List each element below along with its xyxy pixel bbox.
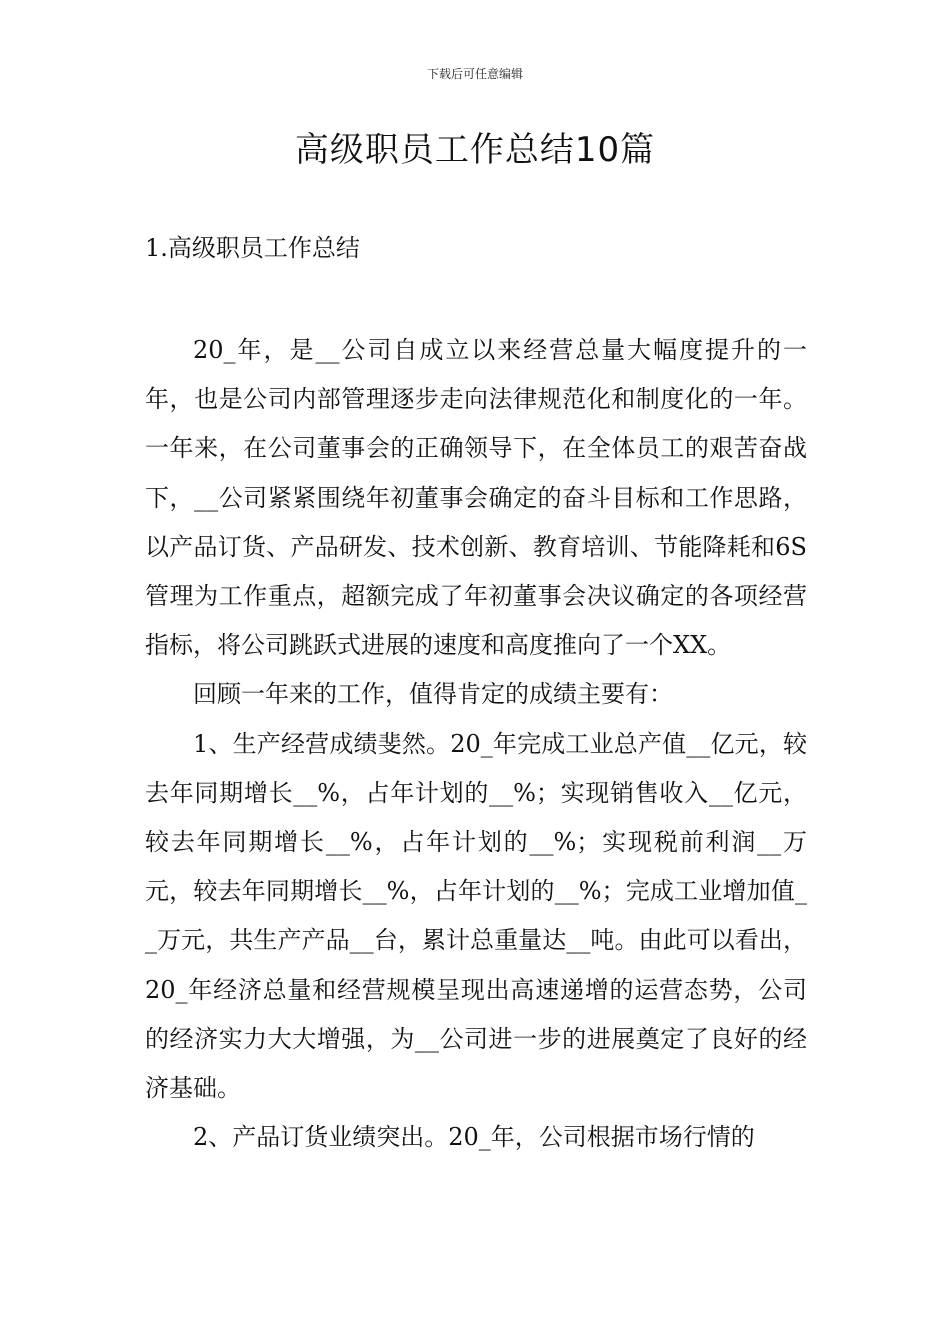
paragraph-production: 1、生产经营成绩斐然。20_年完成工业总产值__亿元，较去年同期增长__%，占年计划的__%；实现销售收入__亿元，较去年同期增长__%，占年计划的__%；实现税前利润__万元，较去年同期增长__%，占年计划的__%；完成工业增加值__万元，共生产产品__台，累计总重量达__吨。由此可以看出，20_年经济总量和经营规模呈现出高速递增的运营态势，公司的经济实力大大增强，为__公司进一步的进展奠定了良好的经济基础。 (145, 729, 807, 1103)
document-body (145, 326, 807, 1162)
header-note: 下载后可任意编辑 (426, 67, 523, 81)
section-heading: 1.高级职员工作总结 (145, 234, 360, 262)
paragraph-intro: 20_年，是__公司自成立以来经营总量大幅度提升的一年，也是公司内部管理逐步走向法律规范化和制度化的一年。一年来，在公司董事会的正确领导下，在全体员工的艰苦奋战下，__公司紧紧围绕年初董事会确定的奋斗目标和工作思路，以产品订货、产品研发、技术创新、教育培训、节能降耗和6S管理为工作重点，超额完成了年初董事会决议确定的各项经营指标，将公司跳跃式进展的速度和高度推向了一个XX。 (145, 336, 807, 660)
paragraph-review: 回顾一年来的工作，值得肯定的成绩主要有： (193, 680, 673, 709)
document-title: 高级职员工作总结10篇 (294, 130, 656, 170)
paragraph-orders: 2、产品订货业绩突出。20_年，公司根据市场行情的 (193, 1123, 755, 1152)
